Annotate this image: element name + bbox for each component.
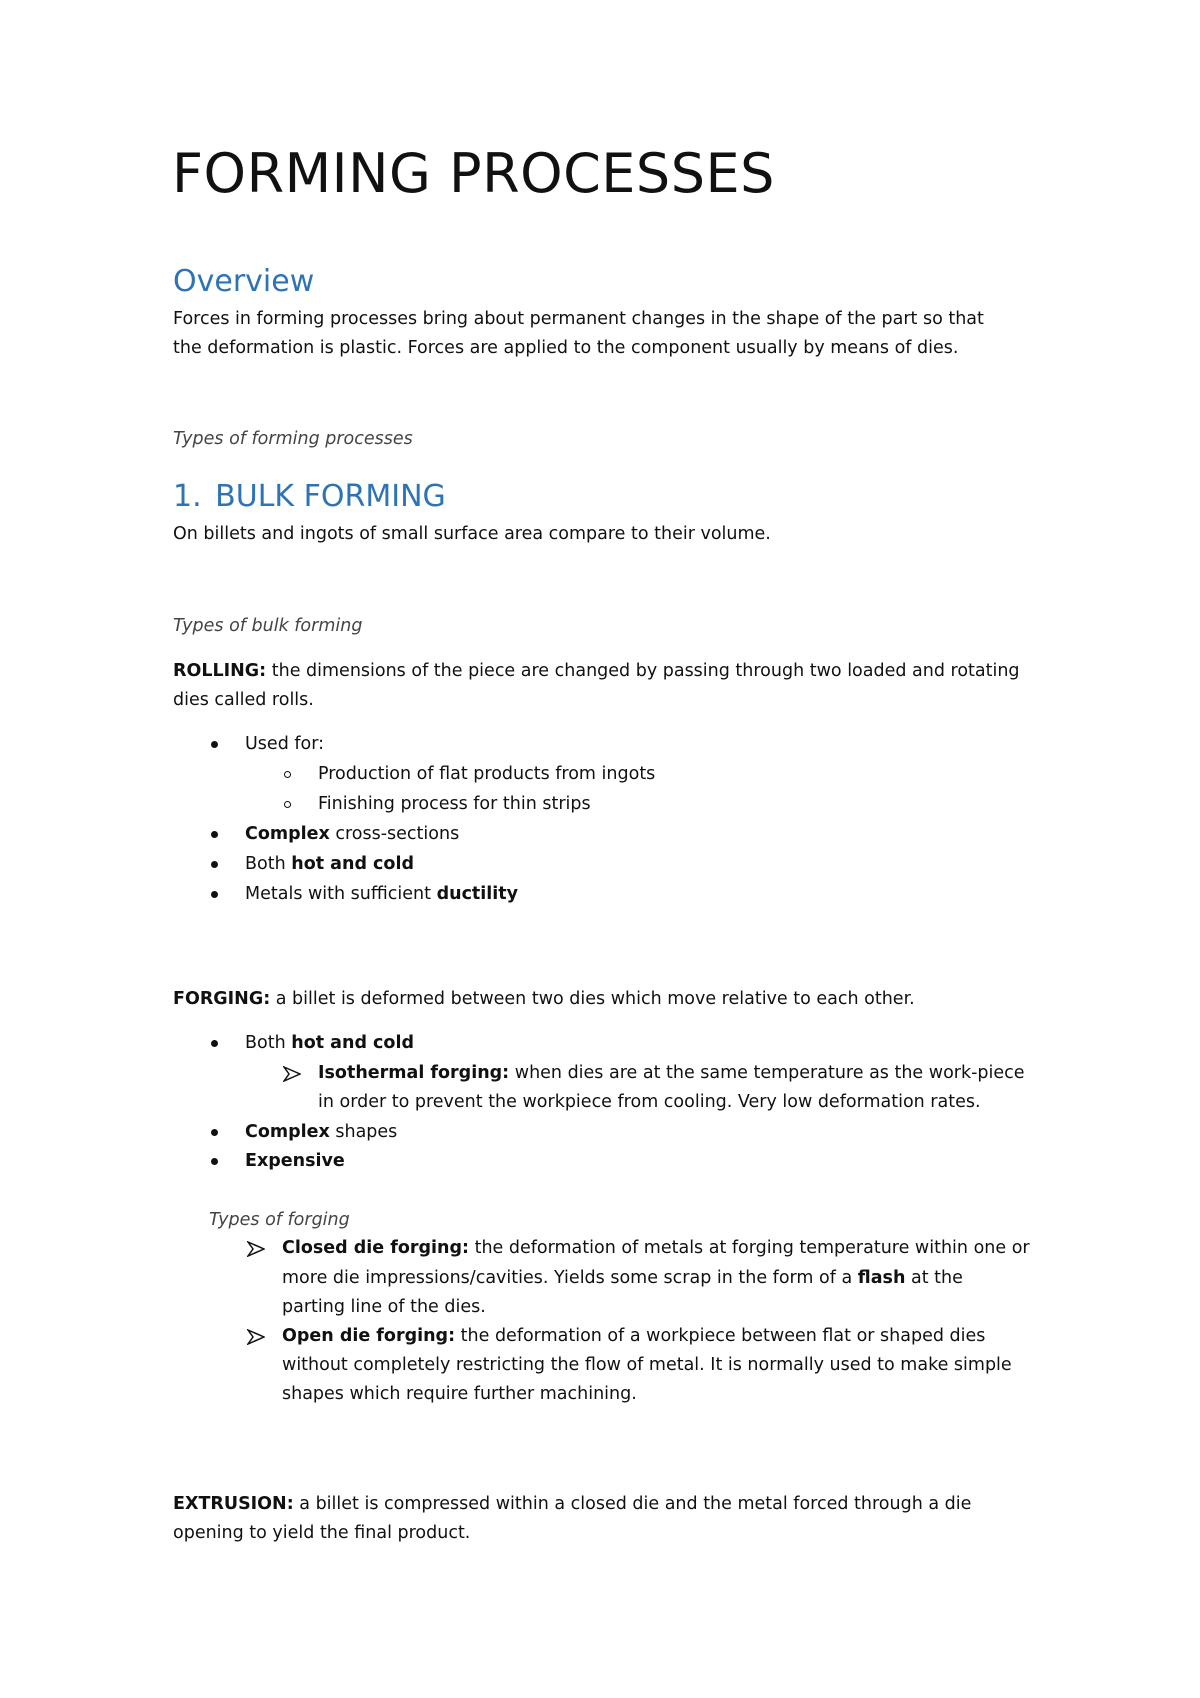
rolling-sub-item-2: Finishing process for thin strips: [318, 794, 591, 814]
text: Metals with sufficient: [245, 884, 437, 904]
closed-die-forging-line-3: parting line of the dies.: [282, 1297, 486, 1317]
heading-number: 1.: [173, 479, 202, 514]
isothermal-forging-line-2: in order to prevent the workpiece from cooling. Very low deformation rates.: [318, 1092, 981, 1112]
text: at the: [905, 1268, 963, 1288]
open-die-forging-line-2: without completely restricting the flow of metal. It is normally used to make simple: [282, 1355, 1012, 1375]
bold-text: flash: [857, 1268, 906, 1288]
rolling-bullet-ductility: [245, 880, 518, 909]
bold-text: Open die forging:: [282, 1326, 456, 1346]
extrusion-label: EXTRUSION:: [173, 1494, 294, 1514]
rolling-sub-item-1: Production of flat products from ingots: [318, 764, 656, 784]
bullet-dot: [211, 1040, 218, 1047]
arrow-bullet-icon: [247, 1241, 265, 1257]
text: the deformation of a workpiece between flat or shaped dies: [455, 1326, 986, 1346]
page-title: FORMING PROCESSES: [172, 142, 775, 205]
overview-paragraph-line-1: Forces in forming processes bring about permanent changes in the shape of the part so that: [173, 309, 984, 329]
arrow-bullet-icon: [283, 1066, 301, 1082]
sub-bullet-circle: [284, 771, 291, 778]
forging-paragraph: [173, 985, 915, 1014]
bold-text: Isothermal forging:: [318, 1063, 510, 1083]
bold-text: Complex: [245, 824, 330, 844]
rolling-label: ROLLING:: [173, 661, 267, 681]
extrusion-paragraph-line-1: [173, 1490, 1036, 1519]
types-of-bulk-forming-label: Types of bulk forming: [173, 616, 363, 636]
bullet-dot: [211, 741, 218, 748]
bulk-forming-description: On billets and ingots of small surface area compare to their volume.: [173, 524, 771, 544]
text: more die impressions/cavities. Yields some scrap in the form of a: [282, 1268, 858, 1288]
bullet-dot: [211, 1129, 218, 1136]
bold-text: Complex: [245, 1122, 330, 1142]
text: Both: [245, 1033, 292, 1053]
rolling-paragraph-line-1: [173, 657, 1036, 686]
bold-text: hot and cold: [291, 1033, 414, 1053]
extrusion-paragraph-line-2: opening to yield the final product.: [173, 1523, 471, 1543]
rolling-bullet-complex: [245, 820, 459, 849]
bullet-dot: [211, 831, 218, 838]
sub-bullet-circle: [284, 801, 291, 808]
types-of-forming-label: Types of forming processes: [173, 429, 413, 449]
extrusion-text: a billet is compressed within a closed die and the metal forced through a die: [293, 1494, 972, 1514]
bold-text: Expensive: [245, 1151, 345, 1171]
forging-text: a billet is deformed between two dies which move relative to each other.: [270, 989, 915, 1009]
bullet-dot: [211, 861, 218, 868]
bold-text: Closed die forging:: [282, 1238, 470, 1258]
text: Both: [245, 854, 292, 874]
bold-text: ductility: [436, 884, 519, 904]
text: when dies are at the same temperature as the work-piece: [509, 1063, 1025, 1083]
closed-die-forging-line-2: [282, 1264, 1036, 1293]
rolling-used-for: Used for:: [245, 734, 325, 754]
bullet-dot: [211, 1158, 218, 1165]
text: shapes: [329, 1122, 398, 1142]
text: the deformation of metals at forging temperature within one or: [469, 1238, 1030, 1258]
forging-bullet-hot-cold: [245, 1029, 414, 1058]
rolling-text: the dimensions of the piece are changed by passing through two loaded and rotating: [266, 661, 1020, 681]
closed-die-forging-line-1: [282, 1234, 1036, 1263]
heading-text: BULK FORMING: [215, 479, 446, 514]
overview-paragraph-line-2: the deformation is plastic. Forces are applied to the component usually by means of dies.: [173, 338, 959, 358]
bulk-forming-heading: [173, 478, 446, 516]
rolling-bullet-hot-cold: [245, 850, 414, 879]
open-die-forging-line-1: [282, 1322, 1036, 1351]
bold-text: hot and cold: [291, 854, 414, 874]
bullet-dot: [211, 891, 218, 898]
forging-label: FORGING:: [173, 989, 271, 1009]
isothermal-forging-line-1: [318, 1059, 1036, 1088]
forging-bullet-complex: [245, 1118, 397, 1147]
arrow-bullet-icon: [247, 1329, 265, 1345]
types-of-forging-label: Types of forging: [209, 1210, 350, 1230]
text: cross-sections: [329, 824, 460, 844]
open-die-forging-line-3: shapes which require further machining.: [282, 1384, 637, 1404]
overview-heading: Overview: [173, 264, 315, 299]
rolling-paragraph-line-2: dies called rolls.: [173, 690, 314, 710]
forging-bullet-expensive: [245, 1147, 345, 1176]
